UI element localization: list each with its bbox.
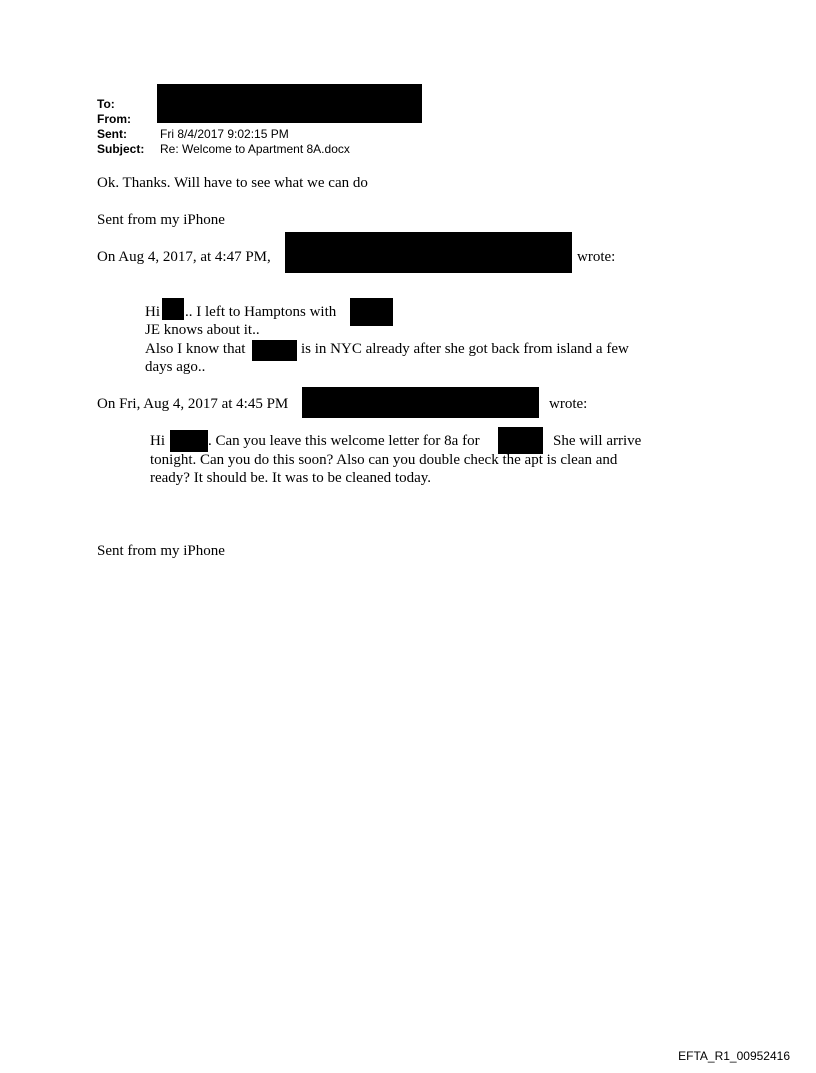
quote2-line2: tonight. Can you do this soon? Also can you double check the apt is clean and xyxy=(150,452,618,468)
subject-label: Subject: xyxy=(97,142,145,156)
quote1-line3-start: Also I know that xyxy=(145,341,246,357)
sent-label: Sent: xyxy=(97,127,127,141)
redaction-box-quote1-name xyxy=(162,298,184,320)
quote2-line1-end: She will arrive xyxy=(553,433,642,449)
document-id: EFTA_R1_00952416 xyxy=(678,1049,790,1063)
reply-text: Ok. Thanks. Will have to see what we can do xyxy=(97,175,368,191)
to-label: To: xyxy=(97,97,115,111)
signature-2: Sent from my iPhone xyxy=(97,543,225,559)
quote1-greeting: Hi xyxy=(145,304,160,320)
quote2-line3: ready? It should be. It was to be cleaned today. xyxy=(150,470,432,486)
quote2-line1: . Can you leave this welcome letter for 8a for xyxy=(208,433,480,449)
quote2-intro-prefix: On Fri, Aug 4, 2017 at 4:45 PM xyxy=(97,396,289,412)
sent-value: Fri 8/4/2017 9:02:15 PM xyxy=(160,127,289,141)
quote1-line3-end: is in NYC already after she got back from island a few xyxy=(301,341,629,357)
quote1-line2: JE knows about it.. xyxy=(145,322,260,338)
redaction-box-quote2-guest xyxy=(498,427,543,454)
quote1-intro-prefix: On Aug 4, 2017, at 4:47 PM, xyxy=(97,249,271,265)
subject-value: Re: Welcome to Apartment 8A.docx xyxy=(160,142,350,156)
redaction-box-quote1-companion xyxy=(350,298,393,326)
from-label: From: xyxy=(97,112,131,126)
redaction-box-quote1-person xyxy=(252,340,297,361)
quote1-intro-suffix: wrote: xyxy=(577,249,616,265)
redaction-box-quote2-name xyxy=(170,430,208,452)
reply-signature: Sent from my iPhone xyxy=(97,212,225,228)
quote1-line4: days ago.. xyxy=(145,359,206,375)
redaction-box-quote1-sender xyxy=(285,232,572,273)
quote1-line1: .. I left to Hamptons with xyxy=(185,304,337,320)
redaction-box-header xyxy=(157,84,422,123)
quote2-intro-suffix: wrote: xyxy=(549,396,588,412)
redaction-box-quote2-sender xyxy=(302,387,539,418)
quote2-greeting: Hi xyxy=(150,433,165,449)
